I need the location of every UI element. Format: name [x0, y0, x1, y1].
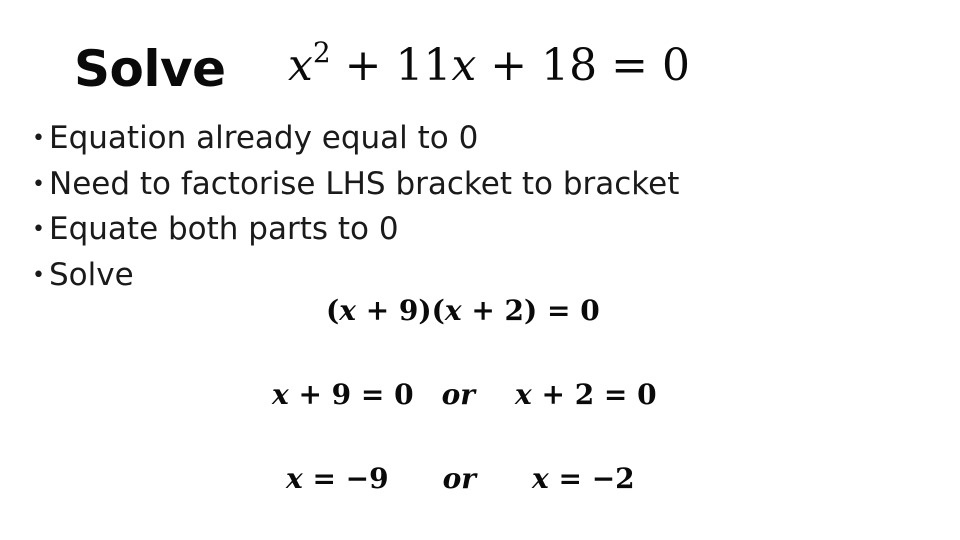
equate-variable: x	[272, 378, 289, 411]
or-word: or	[442, 462, 477, 495]
equate-right: + 2 = 0	[531, 378, 657, 411]
bullet-text: Equation already equal to 0	[49, 120, 479, 156]
equate-left: + 9 = 0	[288, 378, 414, 411]
bullet-text: Equate both parts to 0	[49, 211, 399, 247]
bullet-item	[32, 164, 679, 210]
slide-title: Solve	[74, 40, 226, 98]
bullet-text: Solve	[49, 256, 134, 293]
or-word: or	[441, 378, 476, 411]
bullet-dot-icon: •	[32, 262, 45, 288]
eq-variable-2: x	[451, 40, 477, 91]
eq-middle: + 11	[330, 40, 452, 91]
eq-tail: + 18 = 0	[476, 40, 690, 91]
factored-part: + 9)(	[355, 294, 445, 327]
bullet-item	[32, 118, 679, 164]
eq-exponent: 2	[312, 36, 331, 69]
bullet-item	[32, 209, 679, 255]
eq-variable: x	[288, 40, 313, 91]
bullet-dot-icon: •	[32, 126, 45, 151]
solution-equations	[286, 462, 635, 495]
factored-part: (	[326, 294, 340, 327]
solution-right: = −2	[548, 462, 635, 495]
bullet-text: Need to factorise LHS bracket to bracket	[49, 165, 680, 202]
bullet-dot-icon: •	[32, 171, 45, 197]
bullet-dot-icon: •	[32, 217, 45, 242]
title-equation	[288, 36, 690, 91]
factored-variable: x	[444, 294, 462, 327]
equate-variable: x	[515, 378, 532, 411]
equate-equations	[272, 378, 657, 411]
solution-variable: x	[532, 462, 549, 495]
factored-variable: x	[339, 294, 356, 327]
factored-part: + 2) = 0	[461, 294, 600, 327]
factored-equation	[326, 294, 600, 327]
steps-bullet-list	[32, 118, 679, 300]
solution-variable: x	[286, 462, 303, 495]
solution-left: = −9	[302, 462, 389, 495]
